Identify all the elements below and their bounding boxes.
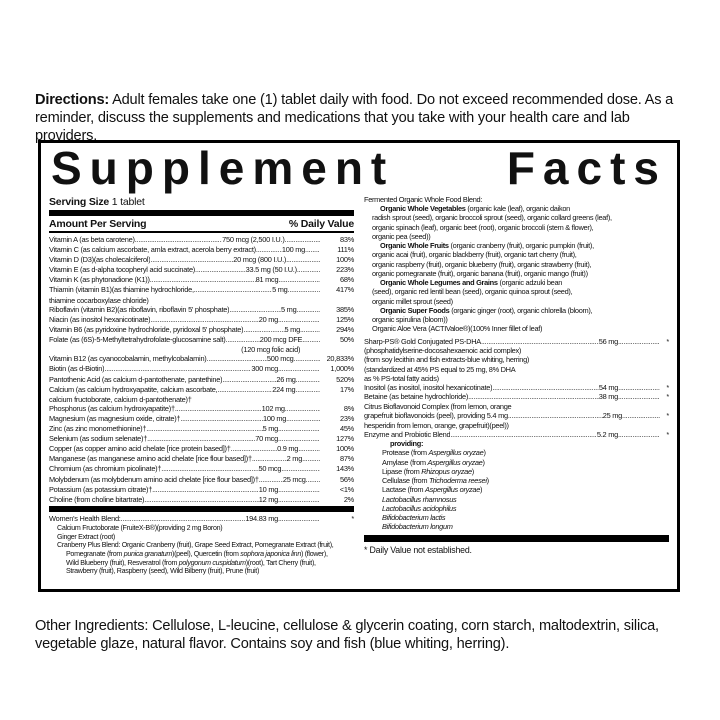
dot-leader xyxy=(229,305,281,315)
nutrient-row xyxy=(49,325,354,335)
nutrient-name: Calcium (as calcium hydroxyapatite, calcium ascorbate, xyxy=(49,384,218,394)
dot-leader xyxy=(296,305,320,315)
dot-leader xyxy=(618,337,660,346)
nutrient-name: grapefruit bioflavonoids (peel), providing 5.4 mg xyxy=(364,411,508,421)
nutrient-row xyxy=(49,364,354,374)
nutrient-amount: 5 mg xyxy=(262,424,278,434)
blend-group-line: Organic Whole Fruits (organic cranberry (fruit), organic pumpkin (fruit), xyxy=(380,241,594,251)
dot-leader xyxy=(278,434,320,444)
nutrient-amount: 5.2 mg xyxy=(596,429,618,439)
blend-group-line: Organic Super Foods (organic ginger (root), organic chlorella (bloom), xyxy=(380,305,593,315)
nutrient-daily-value: * xyxy=(666,429,669,439)
enzyme-item xyxy=(364,513,669,522)
divider-bar-thick xyxy=(364,535,669,542)
dot-leader xyxy=(222,375,276,385)
blend-group-line: organic raspberry (fruit), organic blueberry (fruit), organic strawberry (fruit), xyxy=(372,259,592,269)
italic-text: Trichoderma reesei xyxy=(428,476,487,486)
nutrient-name: Manganese (as manganese amino acid chelate [rice flour based])† xyxy=(49,454,252,464)
nutrient-daily-value: 111% xyxy=(337,245,354,255)
nutrient-name: Vitamin E (as d-alpha tocopheryl acid succinate) xyxy=(49,265,196,275)
nutrient-daily-value: 100% xyxy=(336,255,355,265)
dot-leader xyxy=(296,375,320,385)
nutrient-table xyxy=(49,235,354,505)
nutrient-amount: 100 mg xyxy=(281,245,306,255)
nutrient-row xyxy=(364,337,669,346)
italic-text: Aspergillus oryzae xyxy=(425,485,481,495)
nutrient-daily-value: 223% xyxy=(336,265,354,275)
italic-text: sophora japonica linn xyxy=(240,550,301,559)
nutrient-name: Betaine (as betaine hydrochloride) xyxy=(364,392,469,402)
nutrient-row xyxy=(49,385,354,395)
italic-text: Aspergillus oryzae xyxy=(428,448,484,458)
blend-item: Ginger Extract (root) xyxy=(57,532,115,541)
nutrient-daily-value: 50% xyxy=(339,335,354,345)
dot-leader xyxy=(150,275,256,285)
nutrient-amount: 100 mg xyxy=(262,413,287,423)
italic-text: Bifidobacterium lactis xyxy=(382,513,446,523)
nutrient-daily-value: 87% xyxy=(339,454,354,464)
nutrient-name: Choline (from choline bitartrate) xyxy=(49,494,145,504)
enzyme-item: Lipase (from Rhizopus oryzae) xyxy=(382,466,474,476)
nutrient-amount: 5 mg xyxy=(272,285,288,295)
blend-item: Cranberry Plus Blend: Organic Cranberry (fruit), Grape Seed Extract, Pomegranate Extract (fruit), xyxy=(57,541,334,550)
nutrient-row xyxy=(49,245,354,255)
nutrient-amount: 25 mcg xyxy=(282,474,306,484)
dot-leader xyxy=(618,383,660,392)
nutrient-amount: 224 mg xyxy=(272,384,296,394)
nutrient-daily-value: 520% xyxy=(336,374,355,384)
dot-leader xyxy=(180,414,263,424)
nutrient-name: Vitamin D (D3)(as cholecalciferol) xyxy=(49,255,151,265)
blend-item: Strawberry (fruit), Raspberry (seed), Wild Bilberry (fruit), Prune (fruit) xyxy=(66,567,260,576)
dot-leader xyxy=(278,485,320,495)
footnote: * Daily Value not established. xyxy=(364,544,472,555)
dot-leader xyxy=(252,454,287,464)
dot-leader xyxy=(298,444,320,454)
nutrient-row xyxy=(49,335,354,345)
blend-group-line: organic spinach (leaf), organic beet (root), organic broccoli (stem & flower), xyxy=(372,222,594,232)
italic-text: Lactobacillus acidophilus xyxy=(382,503,457,513)
enzyme-item: Amylase (from Aspergillus oryzae) xyxy=(382,457,485,467)
enzyme-item xyxy=(364,522,669,531)
dot-leader xyxy=(305,245,320,255)
blend-group-line: Organic Whole Vegetables (organic kale (leaf), organic daikon xyxy=(380,204,570,214)
nutrient-row xyxy=(49,265,354,275)
nutrient-amount: 70 mcg xyxy=(255,434,278,444)
nutrient-row xyxy=(49,444,354,454)
dot-leader xyxy=(195,265,246,275)
blend-group-line: radish sprout (seed), organic broccoli sprout (seed), organic collard greens (leaf), xyxy=(372,213,612,223)
nutrient-daily-value: 2% xyxy=(343,494,354,504)
nutrient-row xyxy=(49,305,354,315)
dot-leader xyxy=(286,414,320,424)
divider-bar-thick xyxy=(49,506,354,512)
panel-columns xyxy=(49,195,669,576)
divider-bar-thick xyxy=(49,210,354,216)
nutrient-amount: 5 mg xyxy=(281,304,297,314)
nutrient-amount: 25 mg xyxy=(602,411,623,421)
dot-leader xyxy=(194,285,272,295)
italic-text: punica granatum xyxy=(123,550,173,559)
ingredient-subline: (standardized at 45% PS equal to 25 mg, 8% DHA xyxy=(364,364,516,374)
nutrient-daily-value: 143% xyxy=(336,464,354,474)
nutrient-name: Vitamin K (as phytonadione (K1)) xyxy=(49,275,150,285)
nutrient-daily-value: 20,833% xyxy=(326,354,354,364)
nutrient-amount: 0.9 mg xyxy=(277,444,299,454)
bold-text: Organic Whole Vegetables xyxy=(380,204,466,214)
nutrient-name: Women's Health Blend: xyxy=(49,513,121,523)
ingredient-line: Citrus Bioflavonoid Complex (from lemon, orange xyxy=(364,401,512,411)
nutrient-row xyxy=(49,285,354,295)
nutrient-name: Chromium (as chromium picolinate)† xyxy=(49,464,162,474)
nutrient-row xyxy=(49,275,354,285)
panel-title xyxy=(49,142,669,194)
nutrient-amount: 2 mg xyxy=(286,454,303,464)
title-word-facts: Facts xyxy=(506,142,667,194)
nutrient-row xyxy=(49,375,354,385)
nutrient-amount: 38 mg xyxy=(598,392,618,402)
italic-text: Rhizopus oryzae xyxy=(421,466,472,476)
nutrient-amount: 50 mcg xyxy=(258,464,282,474)
dot-leader xyxy=(618,392,660,401)
enzyme-item xyxy=(364,504,669,513)
ingredient-subline: as % PS-total fatty acids) xyxy=(364,373,439,383)
ingredient-subline: (from soy lecithin and fish extracts-blue whiting, herring) xyxy=(364,355,530,365)
blend-group-line: organic pomegranate (fruit), organic banana (fruit), organic mango (fruit)) xyxy=(372,268,588,278)
amount-per-serving-header: Amount Per Serving xyxy=(49,217,147,230)
nutrient-row xyxy=(49,454,354,464)
nutrient-row xyxy=(364,383,669,392)
nutrient-name: Zinc (as zinc monomethionine)† xyxy=(49,424,147,434)
nutrient-row xyxy=(49,495,354,505)
nutrient-name: Folate (as (6S)-5-Methyltetrahydrofolate-glucosamine salt) xyxy=(49,335,226,345)
blend-group-line: organic pea (seed)) xyxy=(372,231,431,241)
dot-leader xyxy=(306,475,320,485)
nutrient-daily-value: 17% xyxy=(339,384,354,394)
dot-leader xyxy=(286,255,320,265)
nutrient-name: Vitamin B12 (as cyanocobalamin, methylcobalamin) xyxy=(49,354,207,364)
blend-item: Pomegranate (from punica granatum)(peel), Quercetin (from sophora japonica linn) (flower), xyxy=(66,550,328,559)
nutrient-name: Inositol (as inositol, inositol hexanicotinate) xyxy=(364,383,493,393)
table-header xyxy=(49,218,354,230)
nutrient-row xyxy=(49,235,354,245)
nutrient-daily-value: <1% xyxy=(339,484,354,494)
dot-leader xyxy=(147,434,255,444)
blend-item: Calcium Fructoborate (FruiteX-B®)(providing 2 mg Boron) xyxy=(57,523,223,532)
nutrient-daily-value: 127% xyxy=(336,434,354,444)
divider-line-thin xyxy=(49,231,354,233)
whole-food-blend-groups xyxy=(364,204,669,324)
ingredient-subline: (phosphatidylserine-docosahexaenoic acid complex) xyxy=(364,346,522,356)
nutrient-row: thiamine cocarboxylase chloride) xyxy=(49,295,149,305)
nutrient-row xyxy=(49,434,354,444)
dot-leader xyxy=(302,454,320,464)
dot-leader xyxy=(150,255,233,265)
dot-leader xyxy=(278,514,320,524)
bold-text: Organic Super Foods xyxy=(380,305,450,315)
nutrient-row xyxy=(49,475,354,485)
dot-leader xyxy=(622,411,660,420)
nutrient-amount: 20 mg xyxy=(258,314,278,324)
dot-leader xyxy=(450,430,597,439)
nutrient-amount: 10 mg xyxy=(258,484,279,494)
dot-leader xyxy=(104,364,251,374)
enzyme-item: Lactase (from Aspergillus oryzae) xyxy=(382,485,483,495)
nutrient-amount: 56 mg xyxy=(598,336,618,346)
dot-leader xyxy=(295,385,320,395)
nutrient-name: Thiamin (vitamin B1)(as thiamine hydrochloride, xyxy=(49,285,194,295)
nutrient-row xyxy=(49,464,354,474)
dot-leader xyxy=(288,285,320,295)
dot-leader xyxy=(285,404,320,414)
aloe-vera-line: Organic Aloe Vera (ACTIValoe®)(100% Inner fillet of leaf) xyxy=(372,324,543,334)
dot-leader xyxy=(243,325,284,335)
nutrient-row xyxy=(49,485,354,495)
nutrient-daily-value: 294% xyxy=(336,324,354,334)
nutrient-amount: 200 mcg DFE xyxy=(259,335,303,345)
blend-item: Wild Blueberry (fruit), Resveratrol (from polygonum cuspidatum)(root), Tart Cherry (fruit), xyxy=(66,558,316,567)
enzyme-item xyxy=(364,495,669,504)
italic-text: polygonum cuspidatum xyxy=(178,558,246,567)
italic-text: Lactobacillus rhamnosus xyxy=(382,494,457,504)
nutrient-row: (120 mcg folic acid) xyxy=(241,345,301,355)
dot-leader xyxy=(300,325,320,335)
nutrient-row xyxy=(49,255,354,265)
right-ingredient-rows xyxy=(364,337,669,440)
dot-leader xyxy=(481,337,599,346)
dot-leader xyxy=(226,335,260,345)
dot-leader xyxy=(297,265,320,275)
nutrient-daily-value: * xyxy=(666,411,669,421)
nutrient-name: Vitamin B6 (as pyridoxine hydrochloride, pyridoxal 5' phosphate) xyxy=(49,324,244,334)
nutrient-amount: 26 mg xyxy=(276,374,296,384)
nutrient-daily-value: 100% xyxy=(336,444,354,454)
nutrient-name: Magnesium (as magnesium oxide, citrate)† xyxy=(49,413,181,423)
nutrient-name: Vitamin A (as beta carotene) xyxy=(49,234,135,244)
enzyme-probiotic-items xyxy=(364,448,669,531)
providing-label: providing: xyxy=(390,439,424,449)
dot-leader xyxy=(256,245,282,255)
blend-group-line: organic millet sprout (seed) xyxy=(372,296,453,306)
nutrient-row xyxy=(49,424,354,434)
title-word-supplement: Supplement xyxy=(51,142,395,194)
nutrient-amount: 102 mg xyxy=(261,403,285,413)
nutrient-name: Pantothenic Acid (as calcium d-pantothenate, pantethine) xyxy=(49,374,223,384)
dot-leader xyxy=(278,275,320,285)
nutrient-name: Potassium (as potassium citrate)† xyxy=(49,484,153,494)
nutrient-daily-value: 417% xyxy=(336,285,354,295)
nutrient-name: Vitamin C (as calcium ascorbate, amla extract, acerola berry extract) xyxy=(49,245,256,255)
nutrient-daily-value: * xyxy=(666,383,669,393)
dot-leader xyxy=(508,411,603,420)
dot-leader xyxy=(285,235,320,245)
nutrient-amount: 750 mcg (2,500 I.U.) xyxy=(222,234,285,244)
nutrient-amount: 12 mg xyxy=(258,494,278,504)
dot-leader xyxy=(207,354,267,364)
dot-leader xyxy=(121,514,246,524)
nutrient-daily-value: 45% xyxy=(339,424,354,434)
dot-leader xyxy=(146,424,262,434)
nutrient-name: Phosphorus (as calcium hydroxyapatite)† xyxy=(49,403,175,413)
nutrient-row xyxy=(364,411,669,420)
nutrient-name: Niacin (as inositol hexanicotinate) xyxy=(49,314,151,324)
nutrient-name: Selenium (as sodium selenate)† xyxy=(49,434,148,444)
womens-health-blend xyxy=(49,514,354,576)
nutrient-amount: 20 mcg (800 I.U.) xyxy=(233,255,287,265)
nutrient-row xyxy=(364,392,669,401)
dot-leader xyxy=(278,364,320,374)
blend-group-line: organic spirulina (bloom)) xyxy=(372,315,448,325)
serving-size xyxy=(49,196,354,208)
nutrient-daily-value: 68% xyxy=(339,275,354,285)
dot-leader xyxy=(278,424,320,434)
left-column xyxy=(49,195,354,576)
dot-leader xyxy=(618,430,660,439)
supplement-facts-panel xyxy=(38,140,680,592)
nutrient-amount: 54 mg xyxy=(598,383,619,393)
dot-leader xyxy=(175,404,262,414)
serving-size-value: 1 tablet xyxy=(111,195,145,208)
nutrient-row xyxy=(49,514,354,524)
nutrient-daily-value: 83% xyxy=(339,234,355,244)
nutrient-daily-value: * xyxy=(666,336,669,346)
nutrient-amount: 500 mcg xyxy=(266,354,294,364)
nutrient-daily-value: 385% xyxy=(336,304,354,314)
daily-value-header: % Daily Value xyxy=(288,217,354,230)
nutrient-name: Riboflavin (vitamin B2)(as riboflavin, riboflavin 5' phosphate) xyxy=(49,304,230,314)
nutrient-daily-value: 56% xyxy=(339,474,354,484)
ingredient-subline: hesperidin from lemon, orange, grapefruit)(peel)) xyxy=(364,420,509,430)
nutrient-name: Copper (as copper amino acid chelate [rice protein based])† xyxy=(49,444,231,454)
dot-leader xyxy=(468,392,599,401)
dot-leader xyxy=(144,495,258,505)
nutrient-daily-value: 8% xyxy=(343,403,355,413)
nutrient-amount: 81 mcg xyxy=(255,275,279,285)
nutrient-amount: 5 mg xyxy=(284,324,300,334)
right-column xyxy=(364,195,669,576)
blend-group-line: Organic Whole Legumes and Grains (organic adzuki bean xyxy=(380,278,563,288)
nutrient-name: Enzyme and Probiotic Blend xyxy=(364,429,451,439)
enzyme-item: Protease (from Aspergillus oryzae) xyxy=(382,448,486,458)
serving-size-label: Serving Size xyxy=(49,195,110,208)
dot-leader xyxy=(294,354,320,364)
blend-group-line: (seed), organic red lentil bean (seed), organic quinoa sprout (seed), xyxy=(372,287,573,297)
dot-leader xyxy=(278,495,320,505)
nutrient-row xyxy=(49,414,354,424)
dot-leader xyxy=(150,315,258,325)
dot-leader xyxy=(217,385,272,395)
nutrient-row xyxy=(49,404,354,414)
enzyme-item: Cellulase (from Trichoderma reesei) xyxy=(382,476,489,486)
dot-leader xyxy=(161,464,258,474)
nutrient-amount: 300 mcg xyxy=(251,364,278,374)
nutrient-name: Biotin (as d-Biotin) xyxy=(49,364,105,374)
nutrient-daily-value: * xyxy=(351,513,354,523)
dot-leader xyxy=(231,444,277,454)
nutrient-daily-value: * xyxy=(666,392,669,402)
blend-group-line: organic acai (fruit), organic blackberry (fruit), organic tart cherry (fruit), xyxy=(372,250,577,260)
bold-text: Organic Whole Fruits xyxy=(380,241,449,251)
dot-leader xyxy=(152,485,259,495)
directions-label: Directions: xyxy=(35,91,110,108)
nutrient-name: Sharp-PS® Gold Conjugated PS-DHA xyxy=(364,336,481,346)
nutrient-row xyxy=(364,430,669,439)
directions-text: Directions: Adult females take one (1) tablet daily with food. Do not exceed recommended dose. As a reminder, discuss the supplements and medications that you take with your health care and lab providers. xyxy=(35,91,674,145)
italic-text: Bifidobacterium longum xyxy=(382,522,453,532)
italic-text: Aspergillus oryzae xyxy=(427,457,483,467)
dot-leader xyxy=(259,475,283,485)
nutrient-row: calcium fructoborate, calcium d-pantothenate)† xyxy=(49,394,192,404)
bold-text: Organic Whole Legumes and Grains xyxy=(380,278,498,288)
dot-leader xyxy=(278,315,320,325)
nutrient-amount: 194.83 mg xyxy=(245,513,278,523)
other-ingredients-text: Other Ingredients: Cellulose, L-leucine, cellulose & glycerin coating, corn starch, maltodextrin, silica, vegetable glaze, natural flavor. Contains soy and fish (blue whiting, herring). xyxy=(35,617,659,652)
dot-leader xyxy=(302,335,320,345)
dot-leader xyxy=(135,235,222,245)
nutrient-amount: 33.5 mg (50 I.U.) xyxy=(245,265,297,275)
nutrient-row xyxy=(49,315,354,325)
nutrient-name: Molybdenum (as molybdenum amino acid chelate [rice flour based])† xyxy=(49,474,259,484)
nutrient-daily-value: 125% xyxy=(336,314,354,324)
nutrient-daily-value: 1,000% xyxy=(330,364,354,374)
whole-food-blend-title: Fermented Organic Whole Food Blend: xyxy=(364,194,483,204)
nutrient-daily-value: 23% xyxy=(339,413,355,423)
dot-leader xyxy=(281,464,320,474)
dot-leader xyxy=(492,383,599,392)
nutrient-row xyxy=(49,354,354,364)
